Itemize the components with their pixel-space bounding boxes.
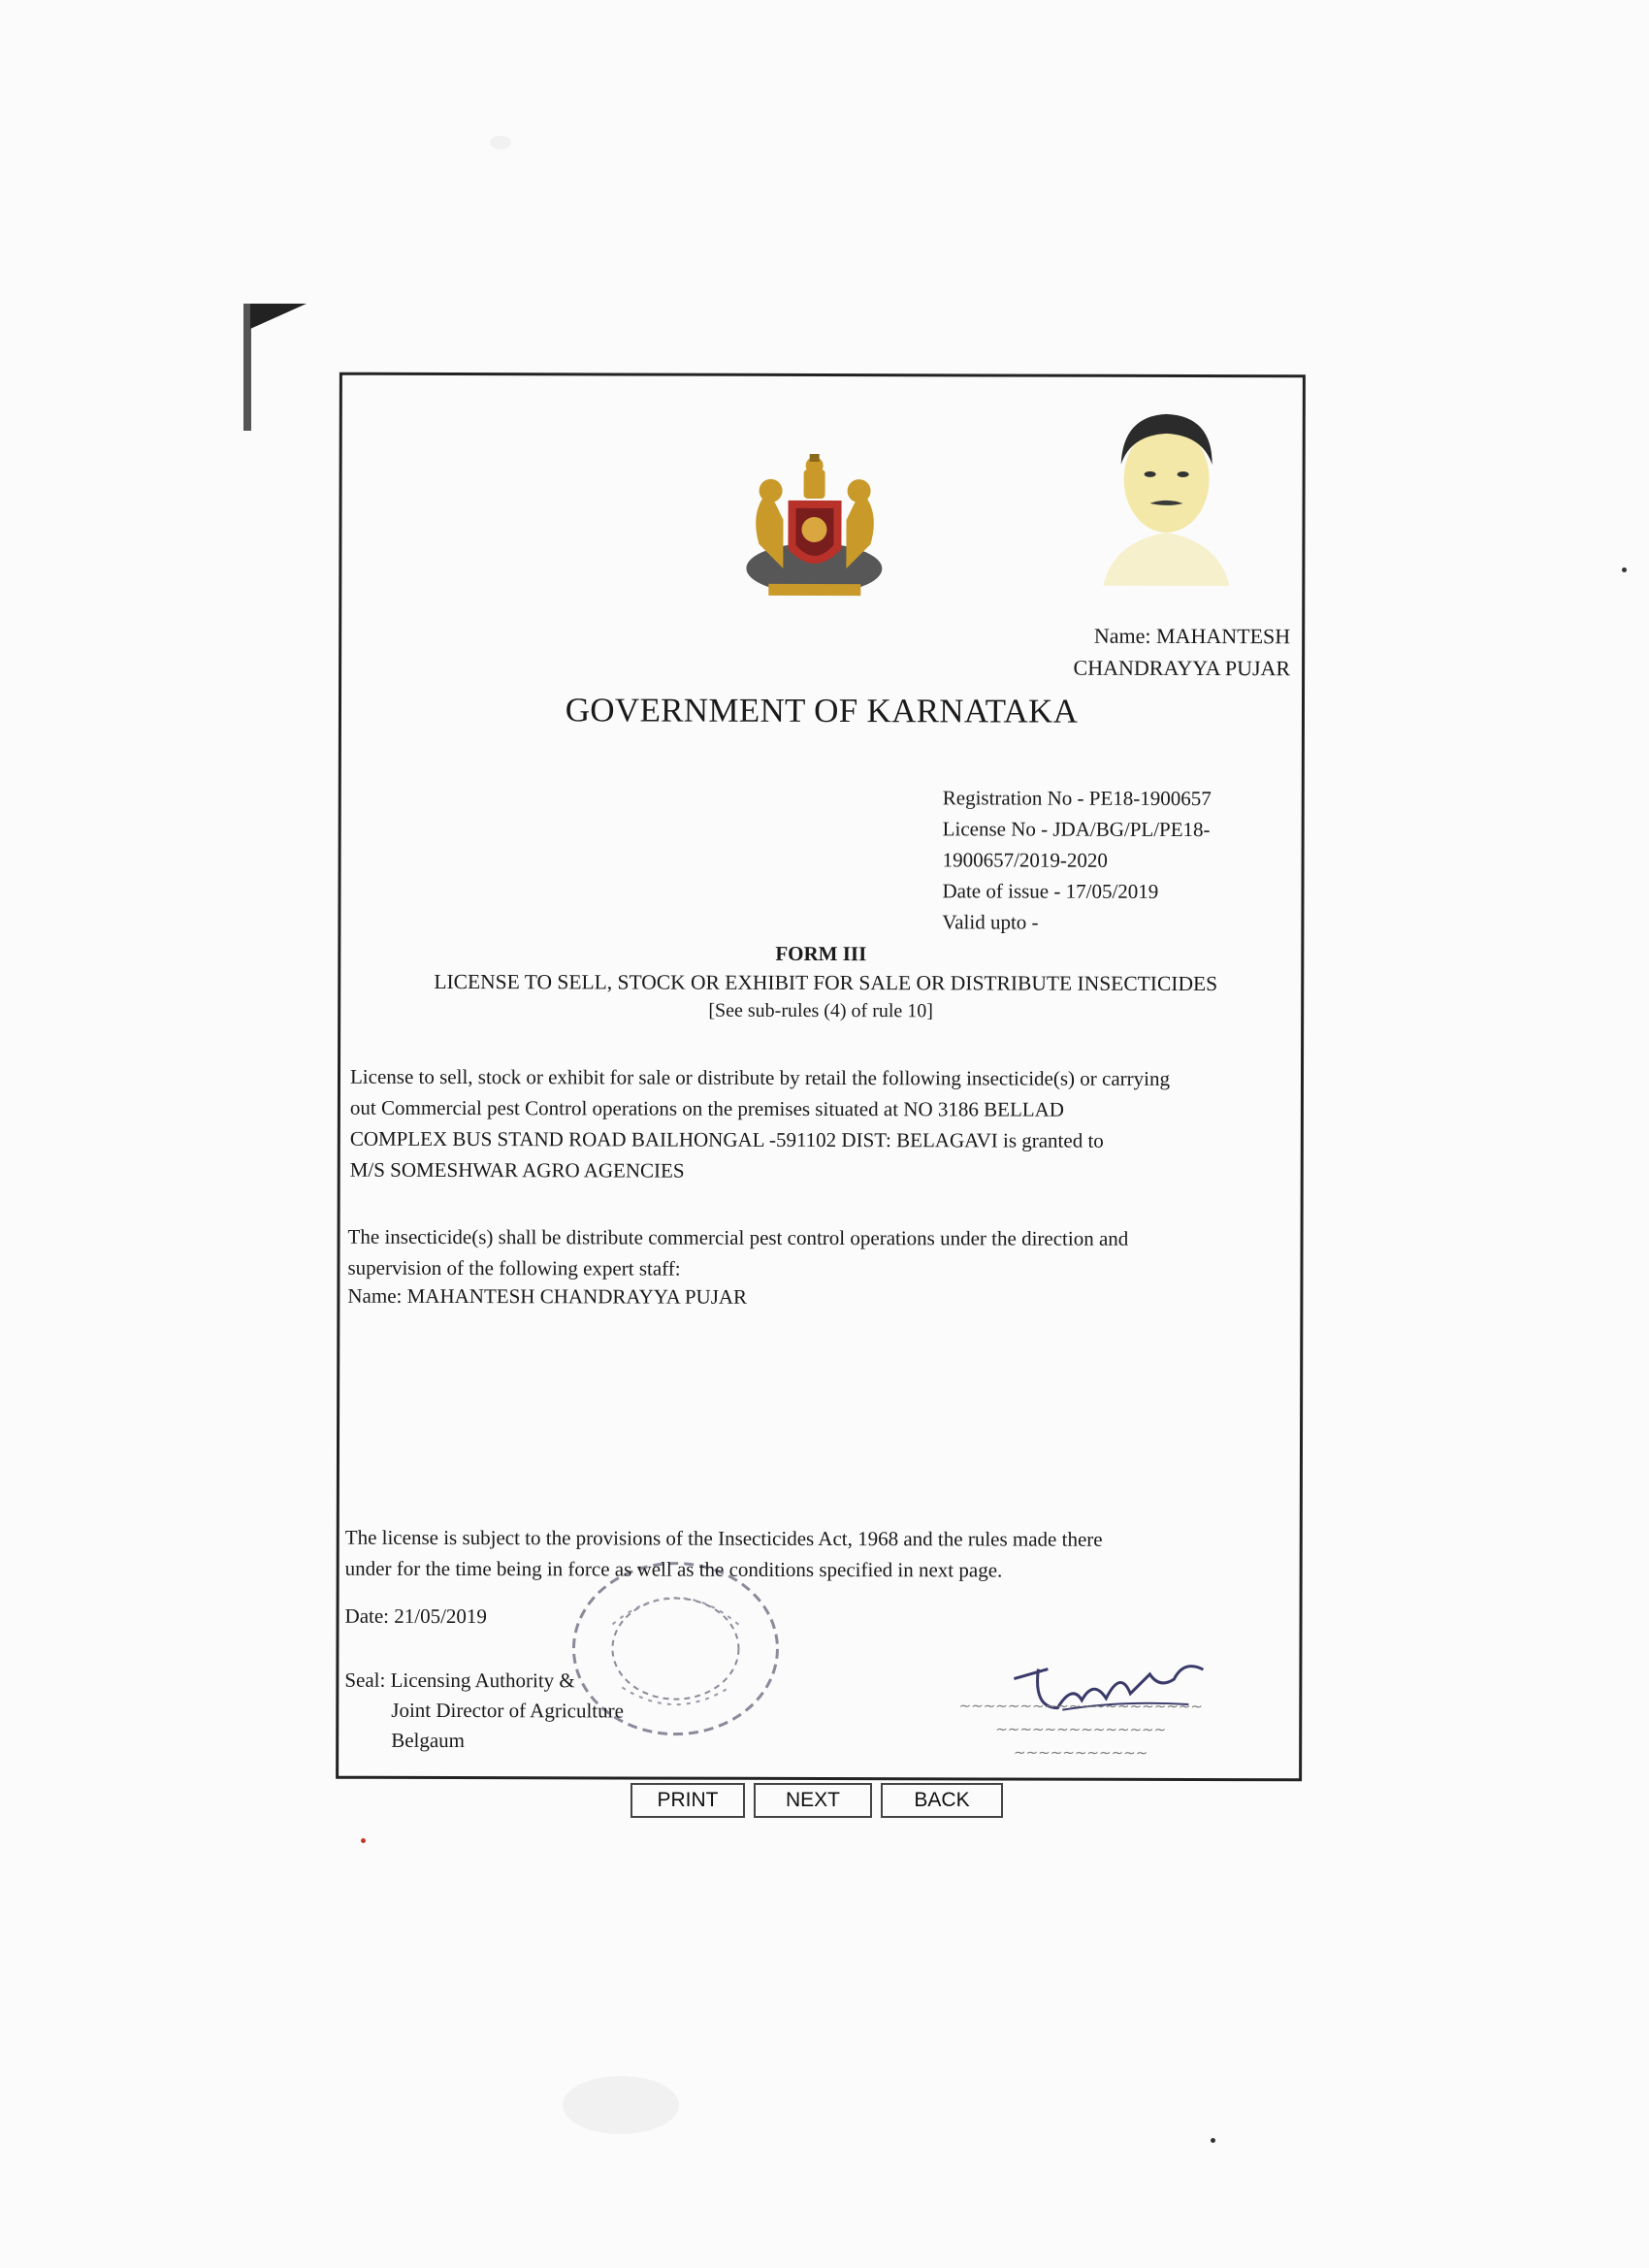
registration-details bbox=[942, 782, 1262, 938]
form-subtitle: LICENSE TO SELL, STOCK OR EXHIBIT FOR SALE OR DISTRIBUTE INSECTICIDES bbox=[434, 969, 1218, 996]
photo-caption bbox=[1074, 620, 1291, 685]
scan-smudge bbox=[563, 2076, 679, 2134]
license-certificate bbox=[336, 373, 1306, 1782]
scan-speck bbox=[361, 1838, 366, 1843]
seal-line: Seal: Licensing Authority & bbox=[344, 1668, 575, 1693]
license-number-cont: 1900657/2019-2020 bbox=[942, 848, 1108, 872]
premises-line: License to sell, stock or exhibit for sale or distribute by retail the following insecticide(s) or carrying bbox=[349, 1064, 1171, 1090]
expert-paragraph bbox=[347, 1221, 1278, 1286]
premises-paragraph bbox=[350, 1061, 1281, 1188]
scan-speck bbox=[1622, 567, 1627, 572]
premises-line: out Commercial pest Control operations on the premises situated at NO 3186 BELLAD bbox=[349, 1095, 1064, 1121]
expert-name: Name: MAHANTESH CHANDRAYYA PUJAR bbox=[347, 1283, 748, 1309]
scan-corner-arrow bbox=[250, 304, 307, 329]
licensing-authority bbox=[344, 1666, 624, 1757]
act-paragraph bbox=[345, 1522, 1277, 1587]
seal-line: Belgaum bbox=[391, 1728, 466, 1753]
premises-line: M/S SOMESHWAR AGRO AGENCIES bbox=[349, 1157, 685, 1183]
officer-stamp: ~~~~~~~~~~~~~~~~~~~~ ~~~~~~~~~~~~~~ ~~~~~~~~~~~ bbox=[958, 1697, 1204, 1762]
registration-number: Registration No - PE18-1900657 bbox=[942, 786, 1212, 811]
act-line: under for the time being in force as well as the conditions specified in next page. bbox=[344, 1556, 1003, 1582]
expert-line: supervision of the following expert staff: bbox=[347, 1255, 681, 1280]
valid-upto: Valid upto - bbox=[942, 910, 1039, 934]
photo-caption-line2: CHANDRAYYA PUJAR bbox=[1073, 655, 1291, 681]
expert-line: The insecticide(s) shall be distribute commercial pest control operations under the direction and bbox=[347, 1224, 1129, 1250]
back-button[interactable]: BACK bbox=[881, 1783, 1003, 1818]
license-date: Date: 21/05/2019 bbox=[344, 1604, 487, 1629]
scan-smudge bbox=[490, 136, 511, 149]
seal-line: Joint Director of Agriculture bbox=[391, 1698, 625, 1723]
premises-line: COMPLEX BUS STAND ROAD BAILHONGAL -591102 DIST: BELAGAVI is granted to bbox=[349, 1126, 1104, 1152]
karnataka-emblem-icon bbox=[739, 452, 889, 607]
page-title: GOVERNMENT OF KARNATAKA bbox=[565, 691, 1079, 730]
act-line: The license is subject to the provisions of the Insecticides Act, 1968 and the rules made there bbox=[344, 1525, 1103, 1551]
photo-caption-line1: Name: MAHANTESH bbox=[1093, 623, 1291, 649]
license-number: License No - JDA/BG/PL/PE18- bbox=[942, 817, 1211, 842]
print-button[interactable]: PRINT bbox=[630, 1783, 745, 1818]
date-of-issue: Date of issue - 17/05/2019 bbox=[942, 879, 1159, 903]
form-title: FORM III bbox=[775, 941, 867, 966]
form-rule-reference: [See sub-rules (4) of rule 10] bbox=[708, 999, 934, 1022]
license-holder-photo bbox=[1093, 397, 1240, 586]
next-button[interactable]: NEXT bbox=[754, 1783, 872, 1818]
scan-speck bbox=[1211, 2138, 1215, 2143]
